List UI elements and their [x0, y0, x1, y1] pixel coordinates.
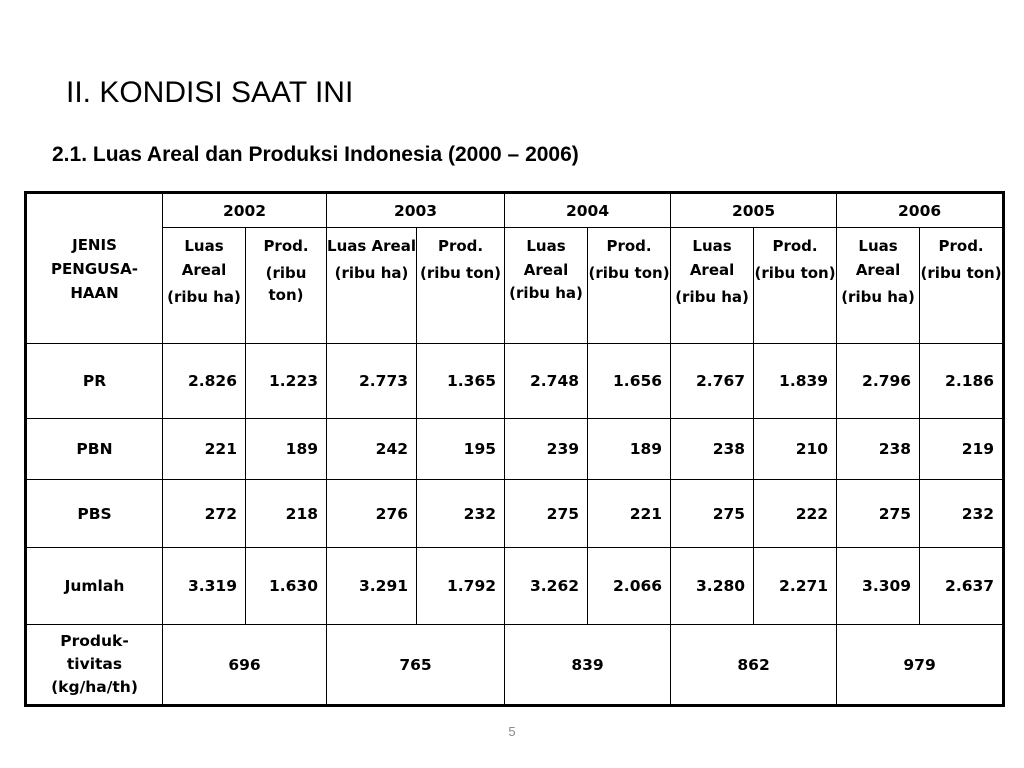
- table-cell: 242: [327, 419, 417, 480]
- table-cell: 238: [671, 419, 754, 480]
- prod-header-label: Prod.: [263, 237, 309, 255]
- table-cell: 2.637: [920, 548, 1004, 625]
- corner-label-line: PENGUSA-: [51, 259, 138, 278]
- table-cell: 222: [754, 480, 837, 548]
- table-cell: 272: [163, 480, 246, 548]
- area-header-unit: (ribu ha): [334, 264, 409, 282]
- table-cell: 221: [588, 480, 671, 548]
- table-cell: 1.365: [417, 344, 505, 419]
- year-header: 2006: [837, 193, 1004, 228]
- prod-header-label: Prod.: [606, 237, 652, 255]
- prod-header: [920, 228, 1004, 344]
- corner-label-line: HAAN: [70, 283, 119, 302]
- area-header: [671, 228, 754, 344]
- slide-subtitle: 2.1. Luas Areal dan Produksi Indonesia (2000 – 2006): [52, 143, 579, 166]
- table-cell: 3.309: [837, 548, 920, 625]
- table-cell: 3.262: [505, 548, 588, 625]
- slide-title: II. KONDISI SAAT INI: [66, 76, 354, 109]
- table-cell: 221: [163, 419, 246, 480]
- table-cell: 2.186: [920, 344, 1004, 419]
- table-cell: 3.280: [671, 548, 754, 625]
- area-header-label: Luas Areal: [523, 237, 569, 279]
- table-cell: 218: [246, 480, 327, 548]
- productivity-cell: 765: [327, 625, 505, 706]
- row-label: PBS: [26, 480, 163, 548]
- table-cell: 232: [920, 480, 1004, 548]
- page-number: 5: [508, 724, 516, 739]
- productivity-label-line: tivitas: [66, 655, 123, 673]
- productivity-cell: 696: [163, 625, 327, 706]
- table-cell: 2.796: [837, 344, 920, 419]
- sub-header-row: [26, 228, 1004, 344]
- table-cell: 1.630: [246, 548, 327, 625]
- table-cell: 275: [505, 480, 588, 548]
- table-cell: 2.773: [327, 344, 417, 419]
- table-cell: 2.748: [505, 344, 588, 419]
- table-row-pr: [26, 344, 1004, 419]
- table-cell: 238: [837, 419, 920, 480]
- area-header-unit: (ribu ha): [167, 288, 241, 306]
- productivity-label-line: Produk-: [60, 632, 129, 650]
- area-header-label: Luas Areal: [855, 237, 901, 279]
- table-cell: 3.291: [327, 548, 417, 625]
- area-header-label: Luas Areal: [689, 237, 735, 279]
- table-cell: 2.066: [588, 548, 671, 625]
- table-cell: 195: [417, 419, 505, 480]
- year-header-row: [26, 193, 1004, 228]
- table-cell: 275: [671, 480, 754, 548]
- table-cell: 239: [505, 419, 588, 480]
- corner-header-cell: [26, 193, 163, 344]
- row-label: PBN: [26, 419, 163, 480]
- table-cell: 276: [327, 480, 417, 548]
- year-header: 2004: [505, 193, 671, 228]
- prod-header: [588, 228, 671, 344]
- table-cell: 1.656: [588, 344, 671, 419]
- table-cell: 219: [920, 419, 1004, 480]
- row-label: Jumlah: [26, 548, 163, 625]
- area-header-label: Luas Areal: [181, 237, 227, 279]
- table-cell: 189: [246, 419, 327, 480]
- prod-header-unit: (ribu ton): [265, 264, 307, 304]
- area-header: [837, 228, 920, 344]
- corner-label-line: JENIS: [72, 235, 117, 254]
- table-cell: 1.792: [417, 548, 505, 625]
- table-cell: 2.826: [163, 344, 246, 419]
- productivity-label-line: (kg/ha/th): [51, 678, 138, 696]
- table-cell: 2.767: [671, 344, 754, 419]
- row-label: [26, 625, 163, 706]
- table-row-jumlah: [26, 548, 1004, 625]
- prod-header-unit: (ribu ton): [754, 264, 836, 282]
- prod-header: [246, 228, 327, 344]
- area-header: [163, 228, 246, 344]
- production-table: [24, 191, 1005, 707]
- table-cell: 210: [754, 419, 837, 480]
- prod-header-unit: (ribu ton): [588, 264, 670, 282]
- area-header: [505, 228, 588, 344]
- year-header: 2003: [327, 193, 505, 228]
- area-header: [327, 228, 417, 344]
- table-cell: 2.271: [754, 548, 837, 625]
- table-cell: 275: [837, 480, 920, 548]
- productivity-cell: 862: [671, 625, 837, 706]
- area-header-unit: (ribu ha): [675, 288, 749, 306]
- prod-header-label: Prod.: [437, 237, 484, 255]
- prod-header: [754, 228, 837, 344]
- table-row-pbs: [26, 480, 1004, 548]
- row-label: PR: [26, 344, 163, 419]
- table-cell: 189: [588, 419, 671, 480]
- area-header-unit: (ribu ha): [841, 288, 915, 306]
- area-header-unit: (ribu ha): [509, 284, 583, 302]
- year-header: 2002: [163, 193, 327, 228]
- table-row-productivity: [26, 625, 1004, 706]
- prod-header: [417, 228, 505, 344]
- table-row-pbn: [26, 419, 1004, 480]
- table-cell: 1.839: [754, 344, 837, 419]
- productivity-cell: 979: [837, 625, 1004, 706]
- prod-header-label: Prod.: [938, 237, 984, 255]
- prod-header-unit: (ribu ton): [920, 264, 1002, 282]
- prod-header-unit: (ribu ton): [420, 264, 502, 282]
- area-header-label: Luas Areal: [327, 237, 416, 255]
- table-cell: 3.319: [163, 548, 246, 625]
- table-cell: 232: [417, 480, 505, 548]
- table-cell: 1.223: [246, 344, 327, 419]
- productivity-cell: 839: [505, 625, 671, 706]
- prod-header-label: Prod.: [772, 237, 818, 255]
- year-header: 2005: [671, 193, 837, 228]
